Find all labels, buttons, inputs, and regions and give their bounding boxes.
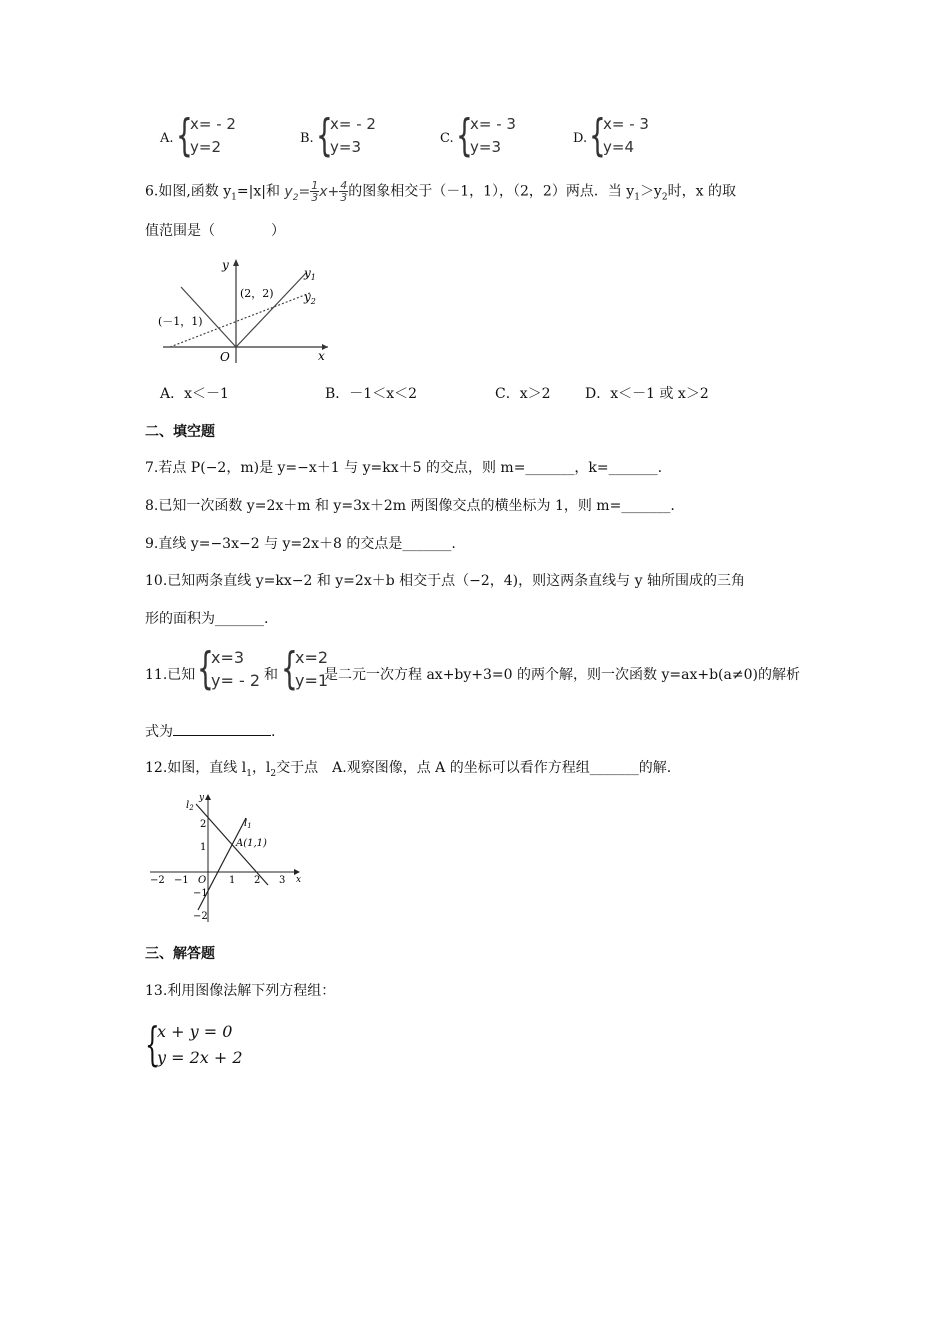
q5-c-y: y=3 [470,138,501,156]
q5-option-c-label: C. [440,131,454,146]
q13-text: 13.利用图像法解下列方程组： [145,983,336,999]
q5-option-a-system [176,110,246,163]
q12-l1-sub: 1 [247,822,252,830]
q6-graph [158,255,333,367]
brace-icon: { [316,110,333,161]
q5-b-x: x= - 2 [330,115,376,133]
q6-gt: ＞y [639,183,662,200]
q11-line2-end: . [271,724,276,740]
q11-line2 [145,721,275,742]
q6-gt-sub2: 2 [661,192,668,203]
brace-icon: { [145,1017,160,1071]
q6-point-neg1-1: (－1，1) [158,315,203,328]
q12-tick-x-neg2: −2 [150,875,165,886]
q5-c-x: x= - 3 [470,115,516,133]
q12-tick-y-neg1: −1 [193,888,208,899]
q6-line1 [145,180,736,207]
q12-l2-sub: 2 [189,804,194,812]
q6-y2-eq: = [298,183,311,200]
q6-y2-var: y [284,183,293,200]
q6-frac2-num: 4 [340,179,348,192]
q6-origin-label: O [220,350,230,364]
q5-option-b-system [316,110,386,163]
q13-system [145,1017,265,1074]
q10-line1: 10.已知两条直线 y=kx−2 和 y=2x＋b 相交于点（−2，4)，则这两条直线与 y 轴所围成的三角 [145,573,745,589]
section-3-heading: 三、解答题 [145,946,215,962]
q6-eq1: =|x|和 [236,183,280,200]
q5-option-d-label: D. [573,131,588,146]
section-2-heading: 二、填空题 [145,424,215,440]
q6-y2-sub: 2 [310,297,316,306]
brace-icon: { [281,643,298,694]
q6-option-b: B．－1＜x＜2 [325,386,417,402]
q10-line2: 形的面积为_______. [145,611,269,627]
q6-y-label: y [222,258,229,272]
brace-icon: { [197,643,214,694]
q6-x-label: x [318,349,325,363]
q11-sys2-y: y=1 [295,671,329,690]
q6-x-plus: x+ [319,183,340,200]
q5-option-a-label: A. [160,131,174,146]
q5-a-x: x= - 2 [190,115,236,133]
q6-end: 时，x 的取 [667,183,736,200]
q7-text: 7.若点 P(−2，m)是 y=−x＋1 与 y=kx＋5 的交点，则 m=_______，k=_______. [145,460,663,476]
q12-sub2: 2 [270,768,277,779]
q12-text [145,758,671,784]
q9-text: 9.直线 y=−3x−2 与 y=2x＋8 的交点是_______. [145,536,456,552]
q12-sub1: 1 [246,768,252,779]
q6-frac2-den: 3 [340,191,348,204]
q11-sys2-x: x=2 [295,648,329,667]
q5-a-y: y=2 [190,138,221,156]
q11-suffix: 是二元一次方程 ax+by+3=0 的两个解，则一次函数 y=ax+b(a≠0)的解析 [324,667,800,683]
q6-y2-formula [284,179,348,204]
q6-gt-sub1: 1 [634,192,640,203]
brace-icon: { [456,110,473,161]
q11-prefix: 11.已知 [145,667,196,683]
q6-option-a: A．x＜－1 [160,386,229,402]
q6-frac2 [339,180,348,203]
q11-answer-blank[interactable] [173,721,271,736]
q6-y2-sub: 2 [292,192,299,203]
q12-l1-var: l [244,818,248,829]
q13-eq1: x + y = 0 [157,1022,233,1041]
q12-tick-x-1: 1 [229,875,236,886]
q12-tick-x-2: 2 [254,875,261,886]
q5-d-x: x= - 3 [603,115,649,133]
q13-eq2: y = 2x + 2 [157,1048,243,1067]
q8-text: 8.已知一次函数 y=2x＋m 和 y=3x＋2m 两图像交点的横坐标为 1，则 m=_______. [145,498,675,514]
brace-icon: { [176,110,193,161]
q12-point-a: A(1,1) [236,838,267,849]
q6-frac1 [310,180,319,203]
q11-sys1-x: x=3 [211,648,245,667]
q5-option-c-system [456,110,526,163]
q11-sys1-y: y= - 2 [211,671,260,690]
q6-line2: 值范围是（ ） [145,223,285,239]
q12-tick-y-neg2: −2 [193,911,208,922]
q12-graph [146,790,306,925]
q12-text-b: ，l [251,760,271,776]
q12-y-label: y [199,793,205,803]
q5-b-y: y=3 [330,138,361,156]
q6-sub1: 1 [231,192,237,203]
q6-suffix: 的图象相交于（－1，1），（2，2）两点．当 y [348,183,635,200]
q5-option-b-label: B. [300,131,314,146]
q6-frac1-den: 3 [311,191,319,204]
q12-tick-x-neg1: −1 [174,875,189,886]
brace-icon: { [589,110,606,161]
q12-l2-var: l [186,800,190,811]
q6-prefix: 6.如图,函数 y [145,183,232,200]
q12-origin: O [198,875,207,886]
q12-text-a: 12.如图，直线 l [145,760,247,776]
q11-line2-prefix: 式为 [145,724,173,740]
q11-system-1 [197,643,267,696]
q6-frac1-num: 1 [311,179,319,192]
q12-text-c: 交于点 A.观察图像，点 A 的坐标可以看作方程组_______的解. [276,760,672,776]
q6-point-2-2: (2，2) [240,287,274,300]
q12-tick-y-2: 2 [200,819,207,830]
q6-y1-var: y [304,266,311,280]
q5-option-d-system [589,110,659,163]
q12-tick-y-1: 1 [200,842,207,853]
q6-option-d: D．x＜－1 或 x＞2 [585,386,709,402]
q5-d-y: y=4 [603,138,634,156]
q11-mid: 和 [264,667,278,683]
q12-x-label: x [296,875,302,885]
q6-y2-var: y [304,290,311,304]
q6-y1-sub: 1 [310,273,316,282]
q6-option-c: C．x＞2 [495,386,551,402]
q12-tick-x-3: 3 [279,875,286,886]
